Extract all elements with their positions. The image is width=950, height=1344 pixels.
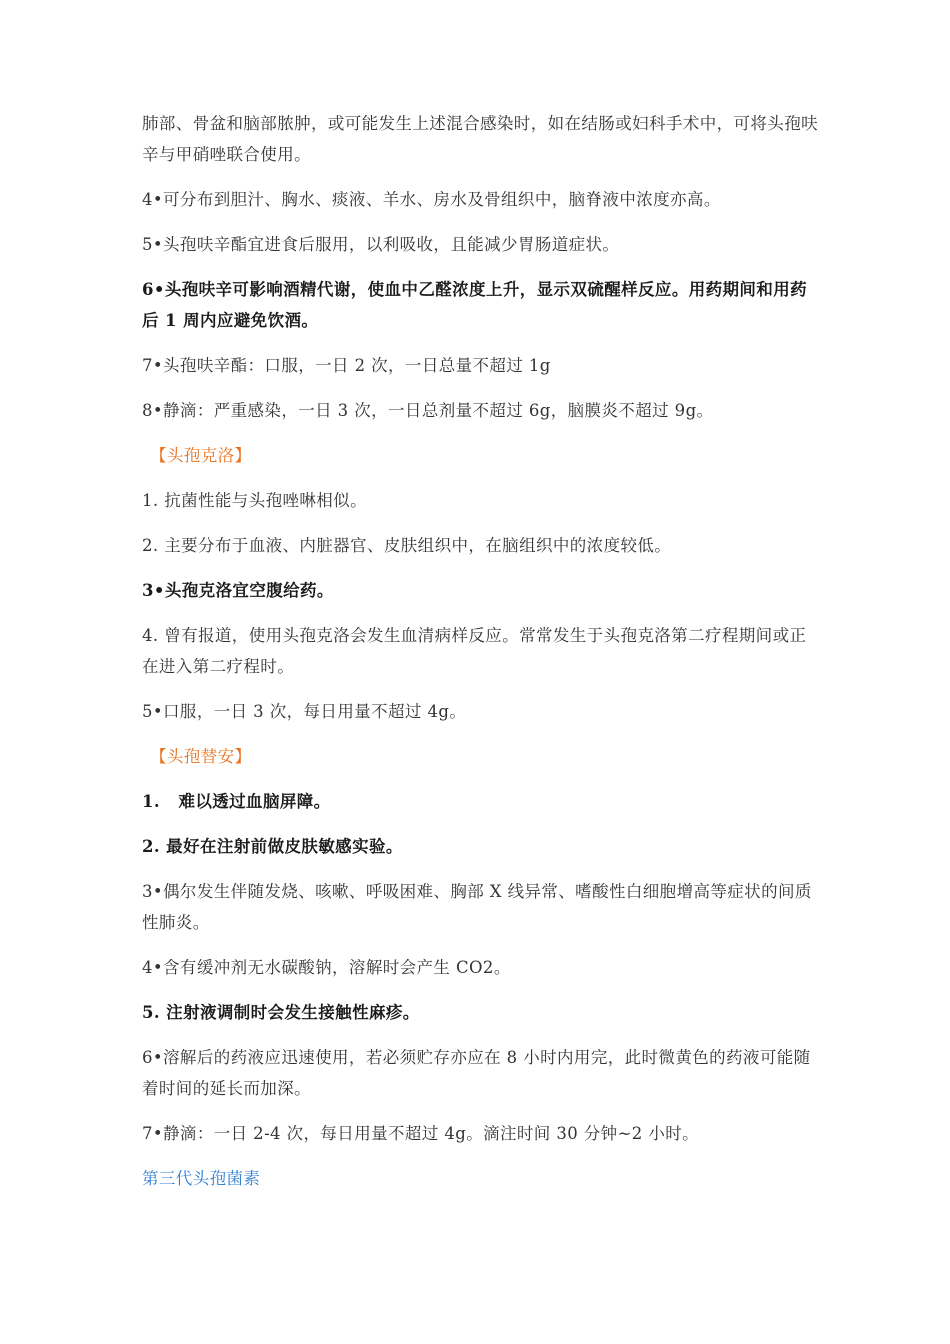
cefotiam-item-6: 6•溶解后的药液应迅速使用，若必须贮存亦应在 8 小时内用完，此时微黄色的药液可能随着时间的延长而加深。 (142, 1048, 811, 1098)
cefotiam-item-3: 3•偶尔发生伴随发烧、咳嗽、呼吸困难、胸部 X 线异常、嗜酸性白细胞增高等症状的间质性肺炎。 (142, 882, 812, 932)
paragraph-abscess-combination: 肺部、骨盆和脑部脓肿，或可能发生上述混合感染时，如在结肠或妇科手术中，可将头孢呋辛与甲硝唑联合使用。 (142, 114, 818, 164)
cefaclor-item-2: 2. 主要分布于血液、内脏器官、皮肤组织中，在脑组织中的浓度较低。 (142, 536, 672, 555)
cefotiam-item-5: 5. 注射液调制时会发生接触性麻疹。 (142, 1003, 420, 1022)
cefotiam-item-4: 4•含有缓冲剂无水碳酸钠，溶解时会产生 CO2。 (142, 958, 511, 977)
cefaclor-item-4: 4. 曾有报道，使用头孢克洛会发生血清病样反应。常常发生于头孢克洛第二疗程期间或正在进入第二疗程时。 (142, 626, 807, 676)
cefaclor-item-3: 3•头孢克洛宜空腹给药。 (142, 581, 334, 600)
cefaclor-item-1: 1. 抗菌性能与头孢唑啉相似。 (142, 491, 367, 510)
cefotiam-item-7: 7•静滴：一日 2-4 次，每日用量不超过 4g。滴注时间 30 分钟~2 小时。 (142, 1124, 700, 1143)
paragraph-take-after-meal: 5•头孢呋辛酯宜进食后服用，以利吸收，且能减少胃肠道症状。 (142, 235, 620, 254)
section-heading-third-generation: 第三代头孢菌素 (142, 1169, 261, 1188)
document-page (142, 108, 822, 1194)
paragraph-alcohol-warning: 6•头孢呋辛可影响酒精代谢，使血中乙醛浓度上升，显示双硫醒样反应。用药期间和用药后 1 周内应避免饮酒。 (142, 280, 808, 330)
cefaclor-item-5: 5•口服，一日 3 次，每日用量不超过 4g。 (142, 702, 467, 721)
paragraph-distribution: 4•可分布到胆汁、胸水、痰液、羊水、房水及骨组织中，脑脊液中浓度亦高。 (142, 190, 721, 209)
cefotiam-item-2: 2. 最好在注射前做皮肤敏感实验。 (142, 837, 403, 856)
section-heading-cefaclor: 【头孢克洛】 (150, 446, 252, 465)
paragraph-iv-dosage: 8•静滴：严重感染，一日 3 次，一日总剂量不超过 6g，脑膜炎不超过 9g。 (142, 401, 714, 420)
section-heading-cefotiam: 【头孢替安】 (150, 747, 252, 766)
paragraph-oral-dosage: 7•头孢呋辛酯：口服，一日 2 次，一日总量不超过 1g (142, 356, 551, 375)
cefotiam-item-1: 1. 难以透过血脑屏障。 (142, 792, 331, 811)
